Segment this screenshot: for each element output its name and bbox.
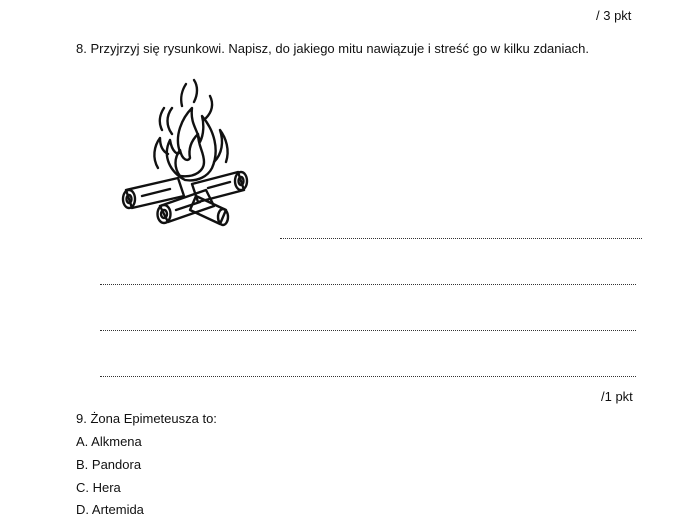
option-b[interactable]: B. Pandora	[76, 457, 142, 472]
points-label-top: / 3 pkt	[596, 8, 632, 23]
answer-line-1[interactable]	[280, 238, 642, 239]
campfire-icon	[100, 72, 270, 242]
option-d[interactable]: D. Artemida	[76, 502, 144, 517]
answer-line-2[interactable]	[100, 284, 636, 285]
answer-line-4[interactable]	[100, 376, 636, 377]
answer-line-3[interactable]	[100, 330, 636, 331]
option-c[interactable]: C. Hera	[76, 480, 121, 495]
question-8-text: 8. Przyjrzyj się rysunkowi. Napisz, do jakiego mitu nawiązuje i streść go w kilku zdaniach.	[76, 41, 589, 56]
question-9-text: 9. Żona Epimeteusza to:	[76, 411, 217, 426]
points-label-q9: /1 pkt	[601, 389, 633, 404]
option-a[interactable]: A. Alkmena	[76, 434, 142, 449]
